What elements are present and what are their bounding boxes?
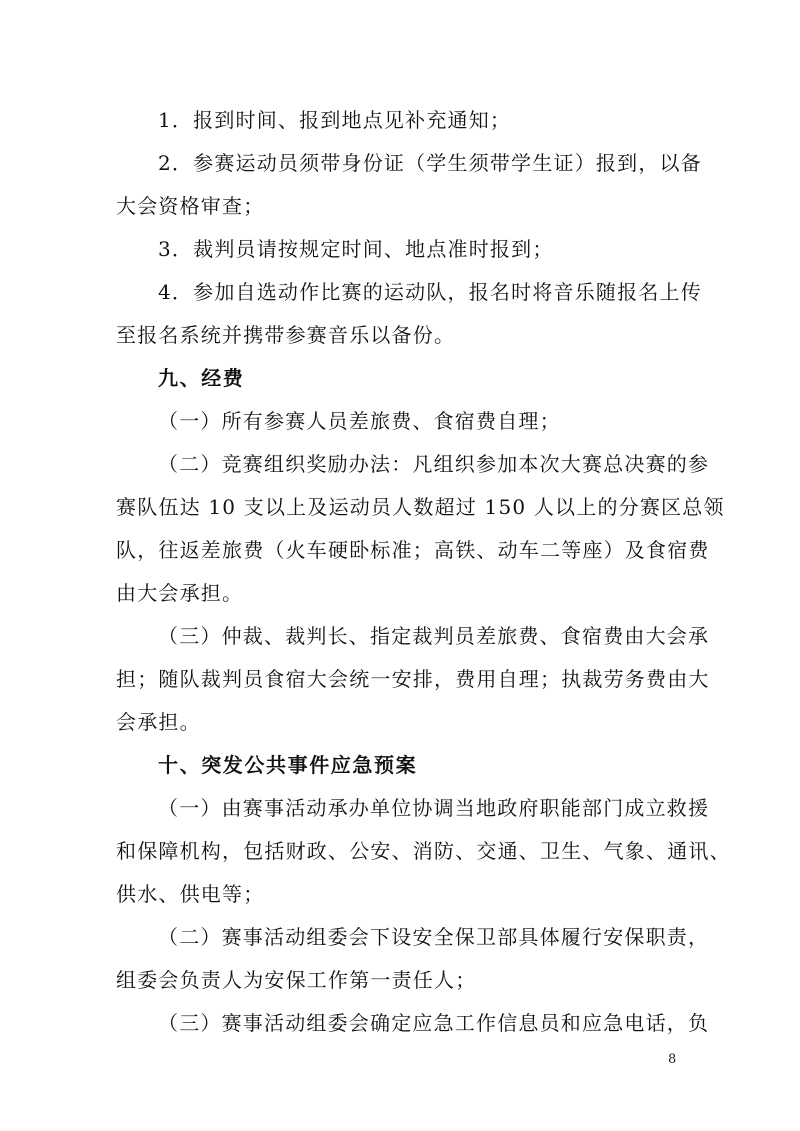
- text-line: 2．参赛运动员须带身份证（学生须带学生证）报到，以备: [158, 151, 702, 175]
- section-heading: 十、突发公共事件应急预案: [158, 753, 418, 777]
- text-line: （三）赛事活动组委会确定应急工作信息员和应急电话，负: [158, 1011, 710, 1035]
- text-line: 3．裁判员请按规定时间、地点准时报到；: [158, 237, 554, 261]
- text-line: 至报名系统并携带参赛音乐以备份。: [116, 323, 456, 347]
- section-heading: 九、经费: [158, 366, 245, 390]
- text-line: 1．报到时间、报到地点见补充通知；: [158, 108, 512, 132]
- text-line: 4．参加自选动作比赛的运动队，报名时将音乐随报名上传: [158, 280, 702, 304]
- text-line: 大会资格审查；: [116, 194, 265, 218]
- text-line: 组委会负责人为安保工作第一责任人；: [116, 968, 477, 992]
- text-line: 赛队伍达 10 支以上及运动员人数超过 150 人以上的分赛区总领: [116, 495, 725, 519]
- text-line: 队，往返差旅费（火车硬卧标准；高铁、动车二等座）及食宿费: [116, 538, 710, 562]
- text-line: 由大会承担。: [116, 581, 244, 605]
- text-line: （二）赛事活动组委会下设安全保卫部具体履行安保职责，: [158, 925, 710, 949]
- text-line: （二）竞赛组织奖励办法：凡组织参加本次大赛总决赛的参: [158, 452, 710, 476]
- text-line: 会承担。: [116, 710, 201, 734]
- page-number: 8: [668, 1052, 677, 1067]
- text-line: （一）所有参赛人员差旅费、食宿费自理；: [158, 409, 561, 433]
- text-line: （一）由赛事活动承办单位协调当地政府职能部门成立救援: [158, 796, 710, 820]
- text-line: （三）仲裁、裁判长、指定裁判员差旅费、食宿费由大会承: [158, 624, 710, 648]
- text-line: 担；随队裁判员食宿大会统一安排，费用自理；执裁劳务费由大: [116, 667, 710, 691]
- text-line: 供水、供电等；: [116, 882, 265, 906]
- text-line: 和保障机构，包括财政、公安、消防、交通、卫生、气象、通讯、: [116, 839, 731, 863]
